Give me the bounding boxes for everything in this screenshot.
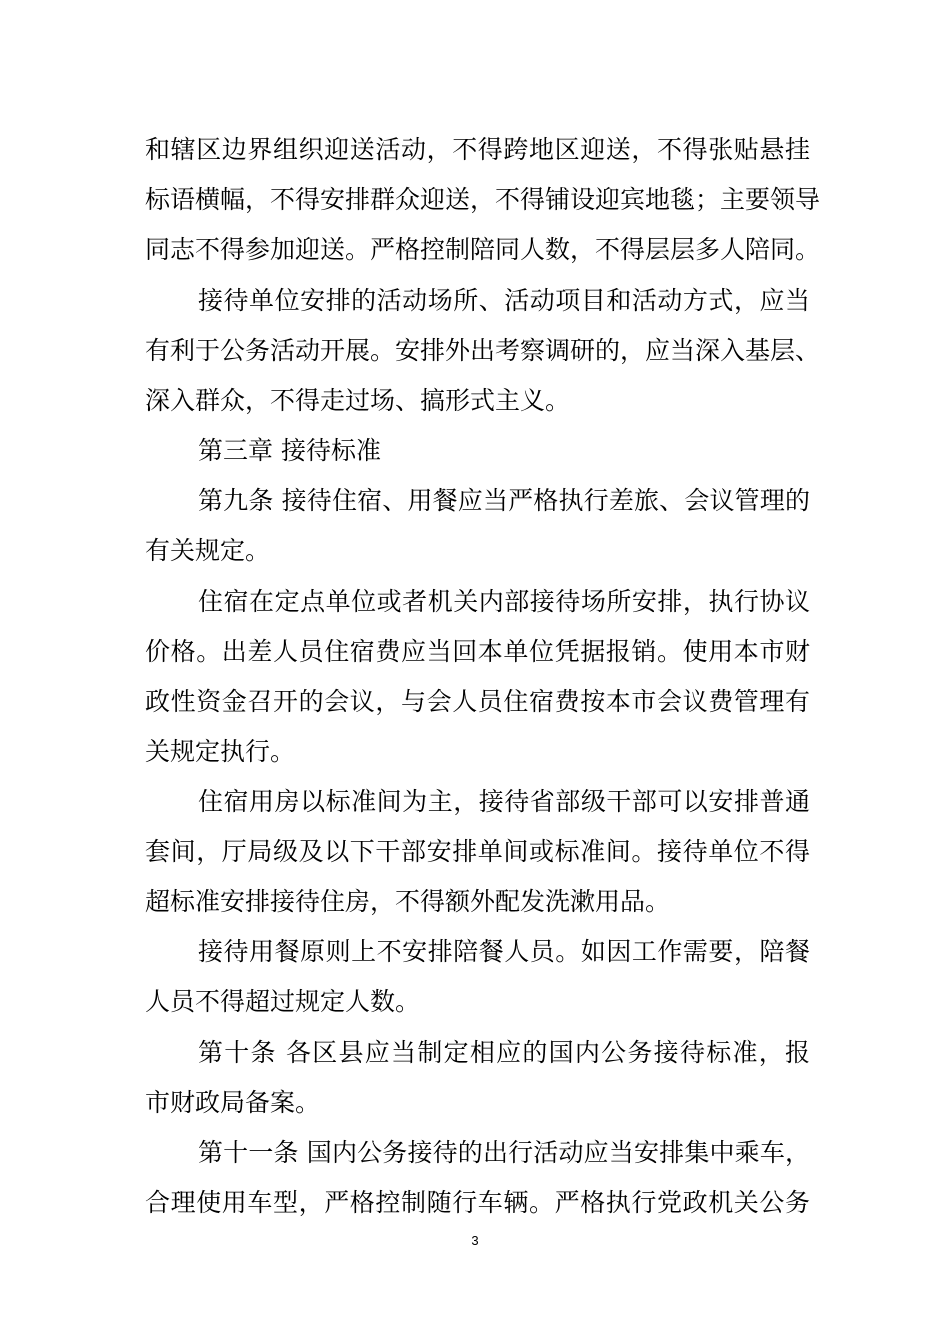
text-line: 住宿在定点单位或者机关内部接待场所安排，执行协议: [198, 587, 810, 616]
page-number: 3: [471, 1233, 479, 1248]
text-line: 关规定执行。: [145, 737, 296, 766]
text-line: 价格。出差人员住宿费应当回本单位凭据报销。使用本市财: [145, 637, 810, 666]
text-line: 标语横幅，不得安排群众迎送，不得铺设迎宾地毯；主要领导: [145, 185, 821, 214]
text-line: 接待单位安排的活动场所、活动项目和活动方式，应当: [198, 286, 810, 315]
article-heading: 第九条 接待住宿、用餐应当严格执行差旅、会议管理的: [198, 486, 810, 515]
text-line: 合理使用车型，严格控制随行车辆。严格执行党政机关公务: [145, 1188, 810, 1217]
chapter-heading: 第三章 接待标准: [198, 436, 381, 465]
article-heading: 第十条 各区县应当制定相应的国内公务接待标准，报: [198, 1038, 810, 1067]
article-heading: 第十一条 国内公务接待的出行活动应当安排集中乘车，: [198, 1138, 810, 1167]
text-line: 政性资金召开的会议，与会人员住宿费按本市会议费管理有: [145, 687, 810, 716]
text-line: 接待用餐原则上不安排陪餐人员。如因工作需要，陪餐: [198, 937, 810, 966]
text-line: 住宿用房以标准间为主，接待省部级干部可以安排普通: [198, 787, 810, 816]
text-line: 有关规定。: [145, 536, 271, 565]
text-line: 同志不得参加迎送。严格控制陪同人数，不得层层多人陪同。: [145, 235, 821, 264]
text-line: 人员不得超过规定人数。: [145, 987, 421, 1016]
text-line: 和辖区边界组织迎送活动，不得跨地区迎送，不得张贴悬挂: [145, 135, 810, 164]
text-line: 市财政局备案。: [145, 1088, 321, 1117]
text-line: 套间，厅局级及以下干部安排单间或标准间。接待单位不得: [145, 837, 810, 866]
text-line: 有利于公务活动开展。安排外出考察调研的，应当深入基层、: [145, 336, 821, 365]
text-line: 超标准安排接待住房，不得额外配发洗漱用品。: [145, 887, 671, 916]
text-line: 深入群众，不得走过场、搞形式主义。: [145, 386, 571, 415]
